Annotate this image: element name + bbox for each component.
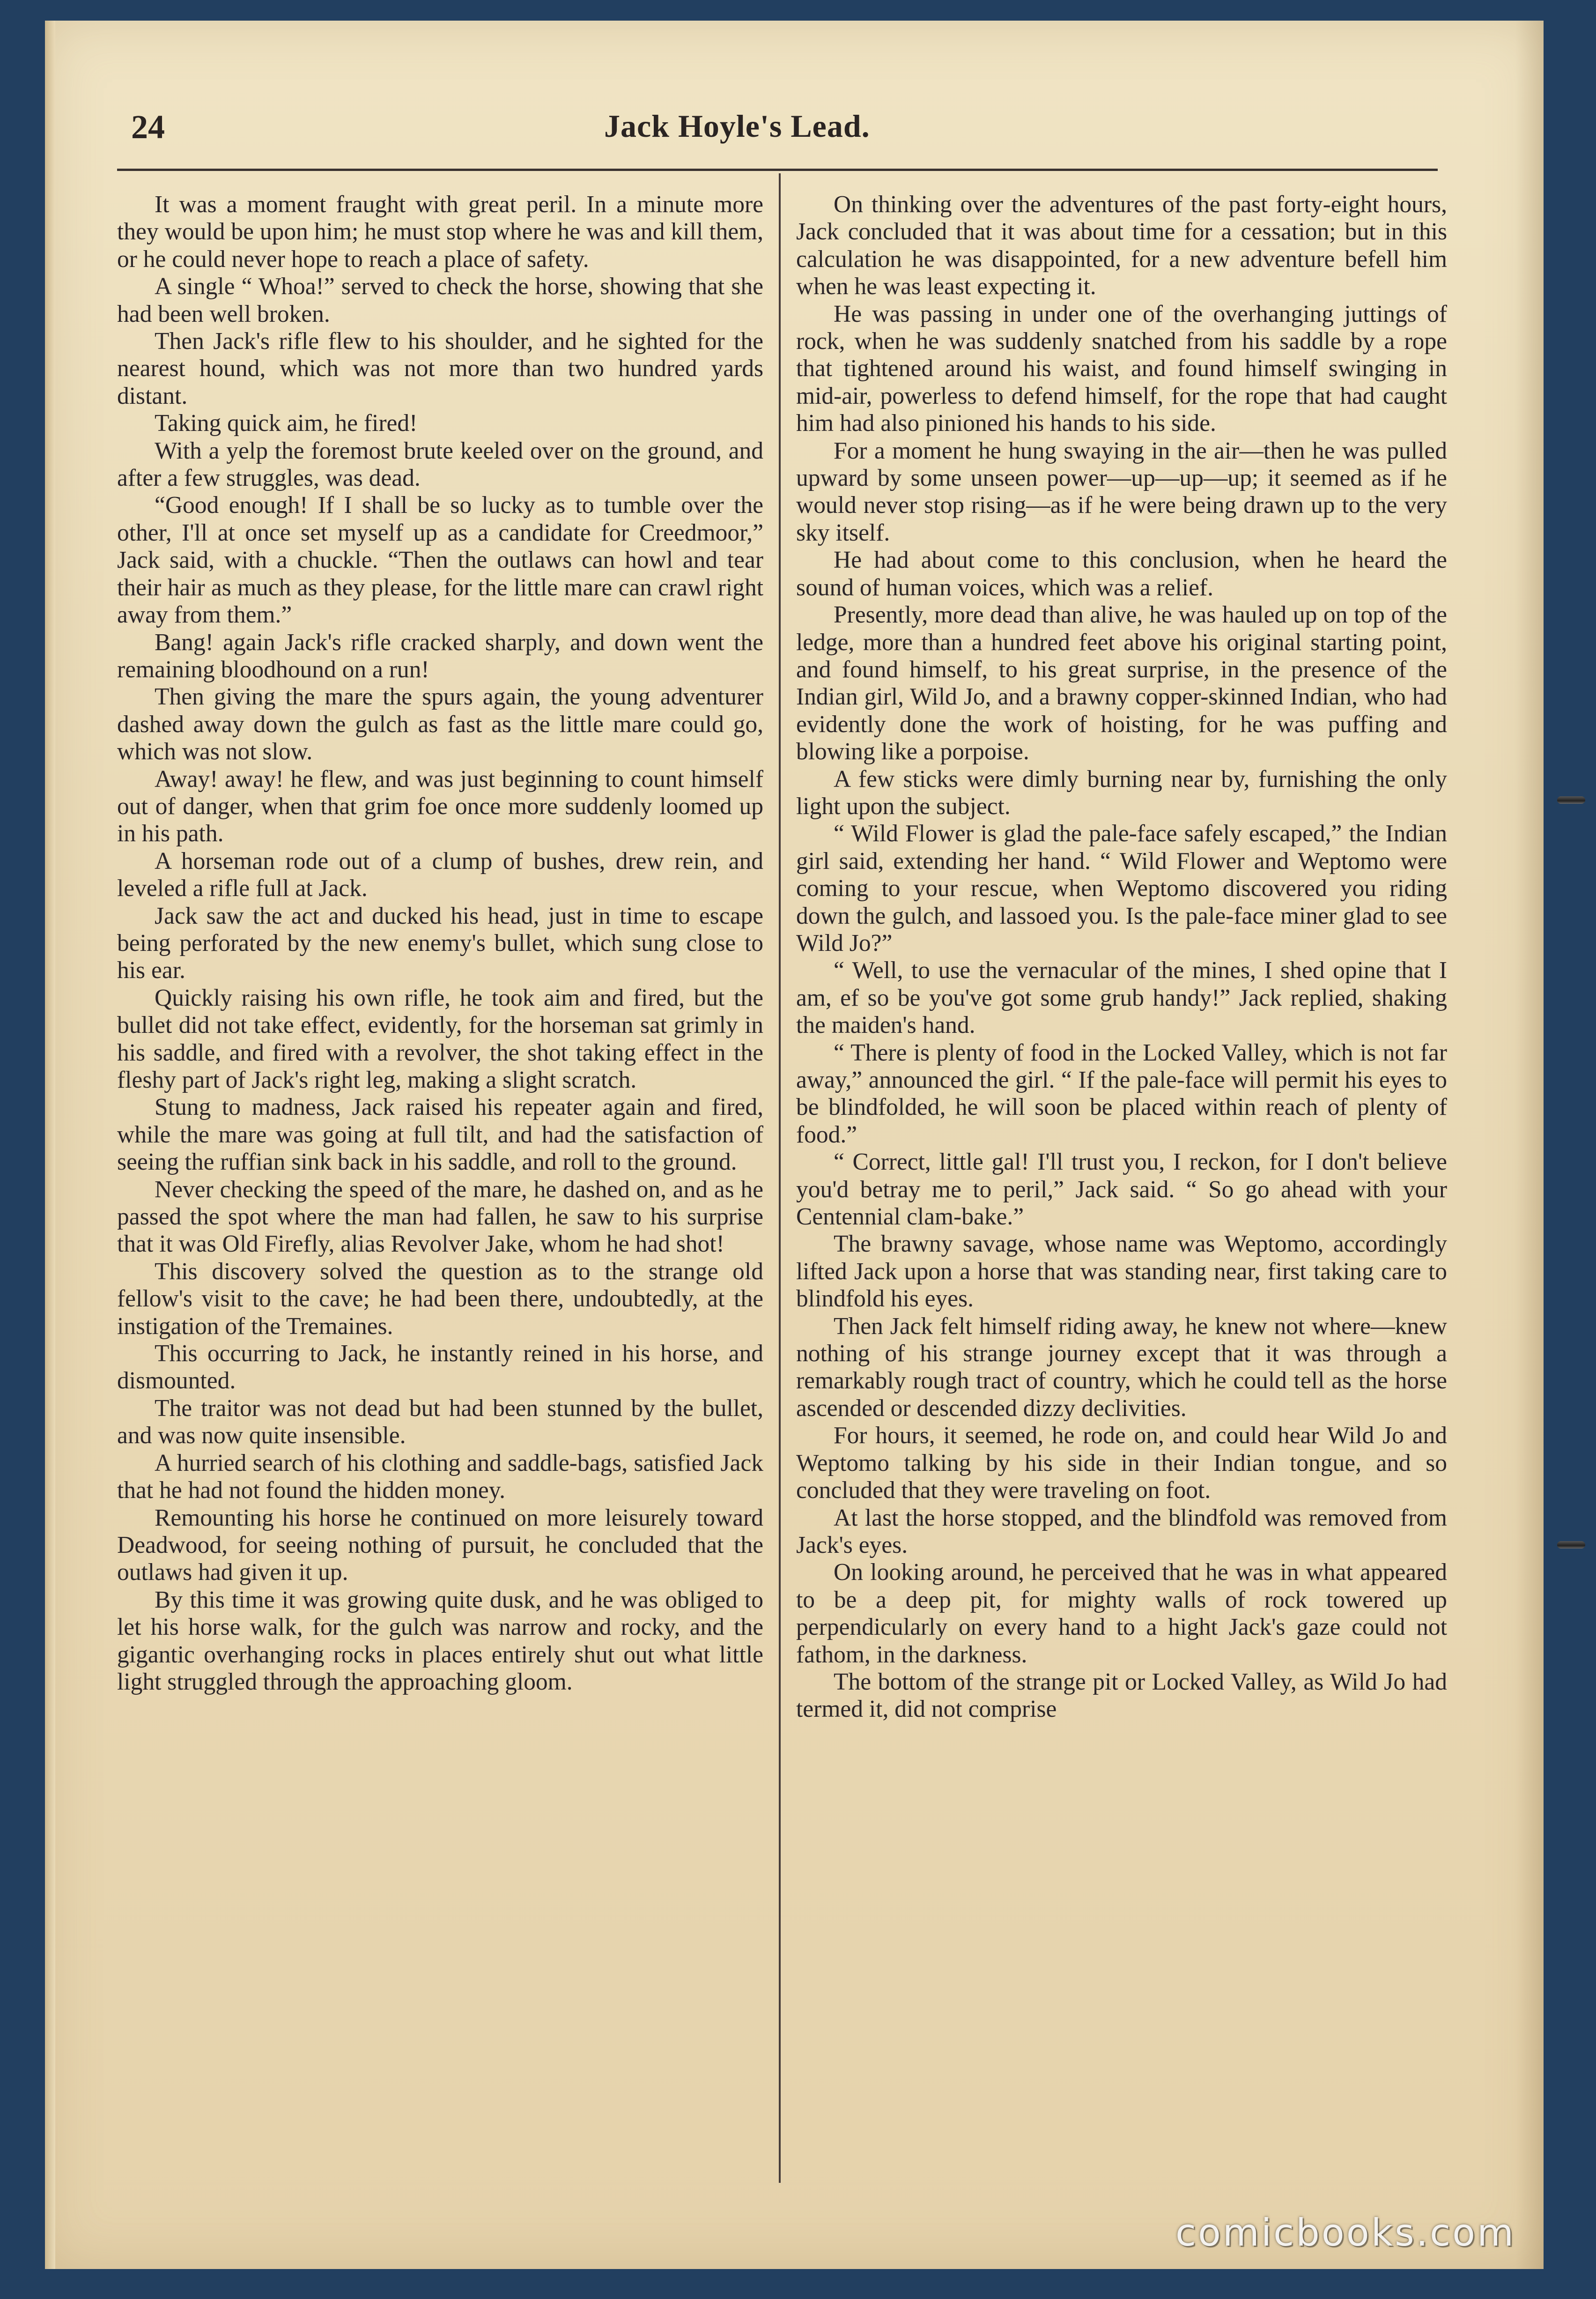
- paragraph: He had about come to this conclusion, when he heard the sound of human voices, which was a relief.: [796, 547, 1447, 601]
- paragraph: A horseman rode out of a clump of bushes, drew rein, and leveled a rifle full at Jack.: [117, 847, 763, 902]
- paragraph: Away! away! he flew, and was just beginning to count himself out of danger, when that grim foe once more suddenly loomed up in his path.: [117, 765, 763, 847]
- paragraph: The traitor was not dead but had been stunned by the bullet, and was now quite insensible.: [117, 1394, 763, 1449]
- page-number: 24: [131, 108, 165, 146]
- paragraph: Then Jack's rifle flew to his shoulder, and he sighted for the nearest hound, which was not more than two hundred yards distant.: [117, 328, 763, 409]
- paragraph: He was passing in under one of the overhanging juttings of rock, when he was suddenly snatched from his saddle by a rope that tightened around his waist, and found himself swinging in mid-air, powerless to defend himself, for the rope that had caught him had also pinioned his hands to his side.: [796, 300, 1447, 437]
- paragraph: “ Well, to use the vernacular of the mines, I shed opine that I am, ef so be you've got some grub handy!” Jack replied, shaking the maiden's hand.: [796, 957, 1447, 1039]
- paragraph: At last the horse stopped, and the blindfold was removed from Jack's eyes.: [796, 1504, 1447, 1558]
- paragraph: Then giving the mare the spurs again, the young adventurer dashed away down the gulch as fast as the little mare could go, which was not slow.: [117, 683, 763, 765]
- paragraph: By this time it was growing quite dusk, and he was obliged to let his horse walk, for the gulch was narrow and rocky, and the gigantic overhanging rocks in places entirely shut out what little light struggled through the approaching gloom.: [117, 1586, 763, 1695]
- paragraph: Quickly raising his own rifle, he took aim and fired, but the bullet did not take effect, evidently, for the horseman sat grimly in his saddle, and fired with a revolver, the shot taking effect in the fleshy part of Jack's right leg, making a slight scratch.: [117, 984, 763, 1093]
- paragraph: For hours, it seemed, he rode on, and could hear Wild Jo and Weptomo talking by his side in their Indian tongue, and so concluded that they were traveling on foot.: [796, 1422, 1447, 1504]
- paragraph: It was a moment fraught with great peril. In a minute more they would be upon him; he must stop where he was and kill them, or he could never hope to reach a place of safety.: [117, 191, 763, 273]
- right-column: [796, 191, 1447, 2182]
- paragraph: A hurried search of his clothing and saddle-bags, satisfied Jack that he had not found the hidden money.: [117, 1449, 763, 1504]
- paragraph: Stung to madness, Jack raised his repeater again and fired, while the mare was going at full tilt, and had the satisfaction of seeing the ruffian sink back in his saddle, and roll to the ground.: [117, 1094, 763, 1176]
- paragraph: Bang! again Jack's rifle cracked sharply, and down went the remaining bloodhound on a run!: [117, 629, 763, 683]
- paragraph: A single “ Whoa!” served to check the horse, showing that she had been well broken.: [117, 273, 763, 327]
- binding-staple: [1557, 796, 1585, 804]
- page-header: [89, 108, 1447, 164]
- header-rule: [117, 169, 1438, 171]
- left-column: [117, 191, 763, 2182]
- paragraph: “Good enough! If I shall be so lucky as to tumble over the other, I'll at once set myself up as a candidate for Creedmoor,” Jack said, with a chuckle. “Then the outlaws can howl and tear their hair as much as they please, for the little mare can crawl right away from them.”: [117, 492, 763, 629]
- watermark-text: comicbooks.com: [1175, 2211, 1516, 2255]
- paragraph: Jack saw the act and ducked his head, just in time to escape being perforated by the new enemy's bullet, which sung close to his ear.: [117, 902, 763, 984]
- paragraph: Remounting his horse he continued on more leisurely toward Deadwood, for seeing nothing of pursuit, he concluded that the outlaws had given it up.: [117, 1504, 763, 1586]
- binding-staple: [1557, 1541, 1585, 1549]
- paragraph: On thinking over the adventures of the past forty-eight hours, Jack concluded that it was about time for a cessation; but in this calculation he was disappointed, for a new adventure befell him when he was least expecting it.: [796, 191, 1447, 300]
- paragraph: For a moment he hung swaying in the air—then he was pulled upward by some unseen power—up—up—up; it seemed as if he would never stop rising—as if he were being drawn up to the very sky itself.: [796, 437, 1447, 546]
- paragraph: This occurring to Jack, he instantly reined in his horse, and dismounted.: [117, 1340, 763, 1394]
- paragraph: The bottom of the strange pit or Locked Valley, as Wild Jo had termed it, did not comprise: [796, 1668, 1447, 1723]
- paragraph: Presently, more dead than alive, he was hauled up on top of the ledge, more than a hundred feet above his original starting point, and found himself, to his great surprise, in the presence of the Indian girl, Wild Jo, and a brawny copper-skinned Indian, who had evidently done the work of hoisting, for he was puffing and blowing like a porpoise.: [796, 601, 1447, 765]
- paragraph: “ Wild Flower is glad the pale-face safely escaped,” the Indian girl said, extending her hand. “ Wild Flower and Weptomo were coming to your rescue, when Weptomo discovered you riding down the gulch, and lassoed you. Is the pale-face miner glad to see Wild Jo?”: [796, 820, 1447, 957]
- paragraph: This discovery solved the question as to the strange old fellow's visit to the cave; he had been there, undoubtedly, at the instigation of the Tremaines.: [117, 1258, 763, 1340]
- paragraph: The brawny savage, whose name was Weptomo, accordingly lifted Jack upon a horse that was standing near, first taking care to blindfold his eyes.: [796, 1231, 1447, 1313]
- page-binding-edge: [45, 21, 55, 2269]
- paragraph: “ There is plenty of food in the Locked Valley, which is not far away,” announced the girl. “ If the pale-face will permit his eyes to be blindfolded, he will soon be placed within reach of plenty of food.”: [796, 1039, 1447, 1148]
- paragraph: A few sticks were dimly burning near by, furnishing the only light upon the subject.: [796, 765, 1447, 820]
- column-divider: [779, 173, 781, 2183]
- page-right-edge: [1515, 21, 1544, 2269]
- paragraph: With a yelp the foremost brute keeled over on the ground, and after a few struggles, was dead.: [117, 437, 763, 492]
- running-title: Jack Hoyle's Lead.: [604, 108, 870, 144]
- paragraph: Taking quick aim, he fired!: [155, 410, 418, 437]
- paragraph: Then Jack felt himself riding away, he knew not where—knew nothing of his strange journey except that it was through a remarkably rough tract of country, which he could tell as the horse ascended or descended dizzy declivities.: [796, 1313, 1447, 1422]
- paragraph: Never checking the speed of the mare, he dashed on, and as he passed the spot where the man had fallen, he saw to his surprise that it was Old Firefly, alias Revolver Jake, whom he had shot!: [117, 1176, 763, 1258]
- paragraph: On looking around, he perceived that he was in what appeared to be a deep pit, for mighty walls of rock towered up perpendicularly on every hand to a hight Jack's gaze could not fathom, in the darkness.: [796, 1559, 1447, 1668]
- paragraph: “ Correct, little gal! I'll trust you, I reckon, for I don't believe you'd betray me to peril,” Jack said. “ So go ahead with your Centennial clam-bake.”: [796, 1149, 1447, 1231]
